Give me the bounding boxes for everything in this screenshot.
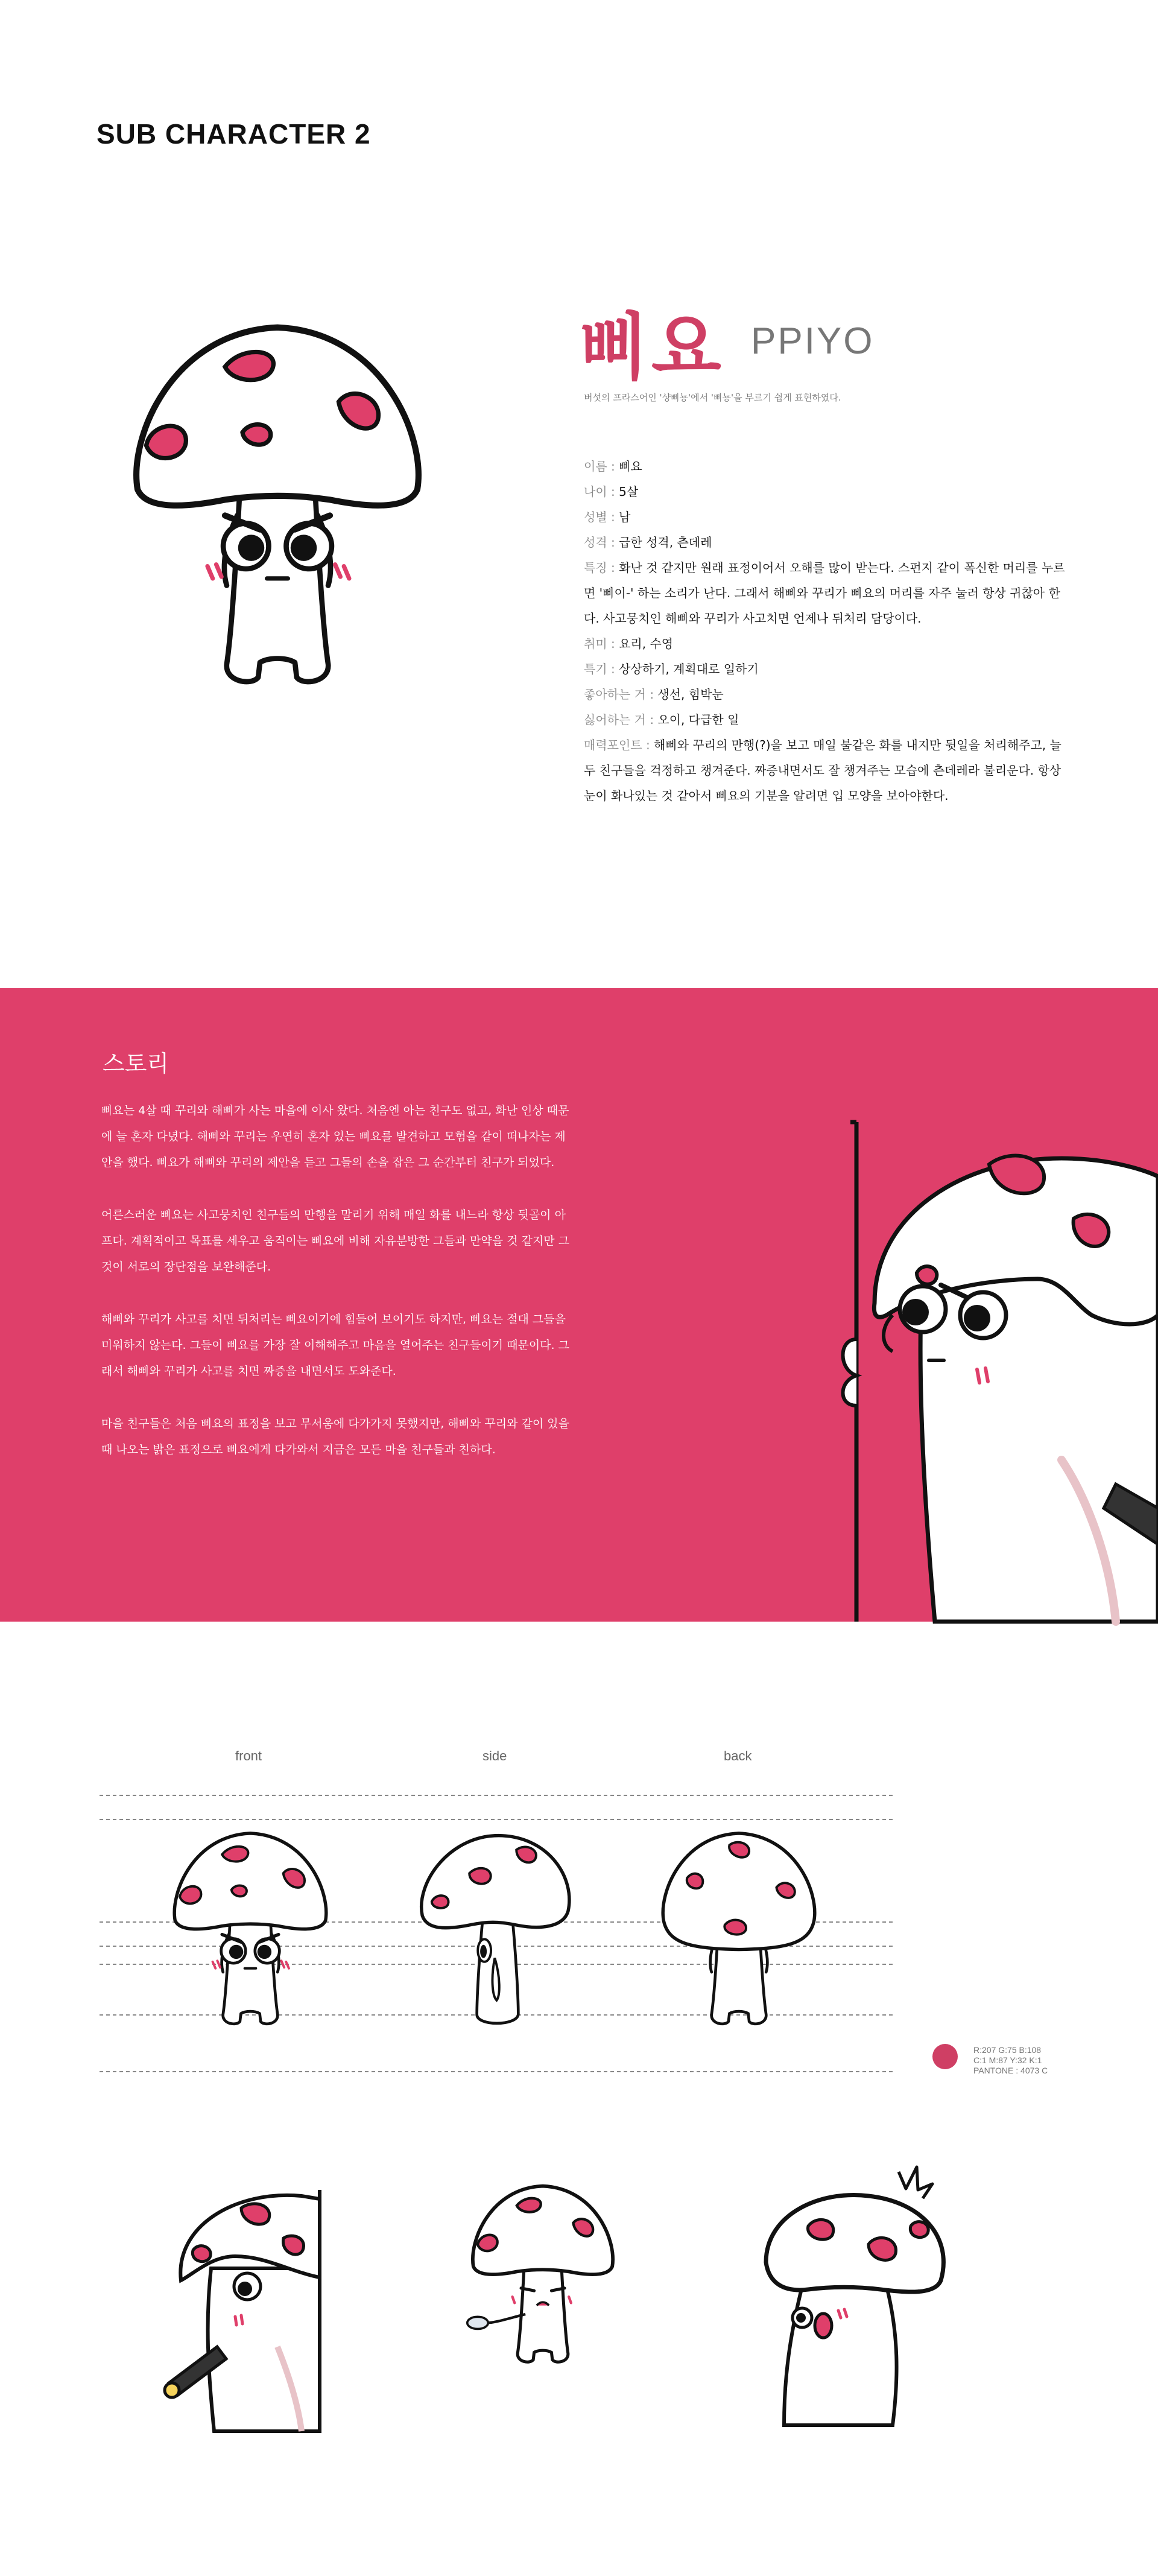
profile-row bbox=[584, 732, 1066, 808]
profile-label: 좋아하는 거 : bbox=[584, 687, 658, 702]
profile-row bbox=[584, 707, 1066, 732]
view-label-front: front bbox=[235, 1748, 262, 1763]
profile-row bbox=[584, 530, 1066, 555]
character-name-korean: 삐요 bbox=[579, 306, 724, 390]
story-paragraph: 해삐와 꾸리가 사고를 치면 뒤처리는 삐요이기에 힘들어 보이기도 하지만, 삐요는 절대 그들을 미워하지 않는다. 그들이 삐요를 가장 잘 이해해주고 마음을 열어주는 친구들이기 때문이다. 그래서 해삐와 꾸리가 사고를 치면 짜증을 내면서도 도와준다. bbox=[101, 1313, 569, 1378]
profile-value: 급한 성격, 츤데레 bbox=[619, 535, 712, 550]
profile-row bbox=[584, 656, 1066, 682]
profile-row bbox=[584, 555, 1066, 631]
story-paragraph: 삐요는 4살 때 꾸리와 해삐가 사는 마을에 이사 왔다. 처음엔 아는 친구도 없고, 화난 인상 때문에 늘 혼자 다녔다. 해삐와 꾸리는 우연히 혼자 있는 삐요를 발견하고 모험을 같이 떠나자는 제안을 했다. 삐요가 해삐와 꾸리의 제안을 듣고 그들의 손을 잡은 그 순간부터 친구가 되었다. bbox=[101, 1104, 569, 1169]
character-name-english: PPIYO bbox=[751, 320, 875, 362]
story-title: 스토리 bbox=[103, 1050, 169, 1077]
color-cmyk: C:1 M:87 Y:32 K:1 bbox=[973, 2055, 1042, 2065]
name-origin-note: 버섯의 프라스어인 '샹삐뇽'에서 '삐뇽'을 부르기 쉽게 표현하였다. bbox=[584, 392, 841, 403]
story-paragraph: 마을 친구들은 처음 삐요의 표정을 보고 무서움에 다가가지 못했지만, 해삐와 꾸리와 같이 있을 때 나오는 밝은 표정으로 삐요에게 다가와서 지금은 모든 마을 친구들과 친하다. bbox=[101, 1417, 569, 1456]
turnaround-front bbox=[151, 1816, 350, 2081]
profile-value: 5살 bbox=[619, 484, 639, 499]
story-paragraph: 어른스러운 삐요는 사고뭉치인 친구들의 만행을 말리기 위해 매일 화를 내느라 항상 뒷골이 아프다. 계획적이고 목표를 세우고 움직이는 삐요에 비해 자유분방한 그들과 만약을 것 같지만 그것이 서로의 장단점을 보완해준다. bbox=[101, 1208, 569, 1274]
profile-value: 생선, 힘박눈 bbox=[657, 687, 724, 702]
profile-value: 해삐와 꾸리의 만행(?)을 보고 매일 불같은 화를 내지만 뒷일을 처리해주고, 늘 두 친구들을 걱정하고 챙겨준다. 짜증내면서도 잘 챙겨주는 모습에 츤데레라 불리운다. 항상 눈이 화나있는 것 같아서 삐요의 기분을 알려면 입 모양을 보아야한다. bbox=[584, 738, 1062, 803]
profile-row bbox=[584, 504, 1066, 530]
profile-label: 특징 : bbox=[584, 560, 619, 575]
profile-label: 특기 : bbox=[584, 662, 619, 676]
section-title: SUB CHARACTER 2 bbox=[96, 118, 371, 150]
profile-value: 오이, 다급한 일 bbox=[657, 712, 739, 727]
brand-color-values bbox=[973, 2045, 1048, 2076]
brand-color-swatch bbox=[932, 2044, 958, 2069]
profile-row bbox=[584, 479, 1066, 504]
profile-label: 매력포인트 : bbox=[584, 738, 654, 752]
story-body bbox=[101, 1098, 572, 1489]
color-rgb: R:207 G:75 B:108 bbox=[973, 2045, 1042, 2055]
pose-surprised-illustration bbox=[748, 2160, 965, 2425]
profile-value: 상상하기, 계획대로 일하기 bbox=[619, 662, 759, 676]
profile-value: 요리, 수영 bbox=[619, 636, 674, 651]
profile-value: 화난 것 같지만 원래 표정이어서 오해를 많이 받는다. 스펀지 같이 폭신한 머리를 누르면 '삐이-' 하는 소리가 난다. 그래서 해삐와 꾸리가 삐요의 머리를 자주 눌러 항상 귀찮아 한다. 사고뭉치인 해삐와 꾸리가 사고치면 언제나 뒤처리 담당이다. bbox=[584, 560, 1065, 626]
view-label-back: back bbox=[724, 1748, 752, 1763]
profile-value: 삐요 bbox=[619, 459, 642, 474]
main-character-illustration bbox=[96, 326, 458, 857]
peeking-character-illustration bbox=[832, 1122, 1158, 1622]
profile-label: 성별 : bbox=[584, 510, 619, 524]
profile-label: 취미 : bbox=[584, 636, 619, 651]
color-pantone: PANTONE : 4073 C bbox=[973, 2066, 1048, 2075]
view-label-side: side bbox=[482, 1748, 507, 1763]
profile-row bbox=[584, 454, 1066, 479]
profile-label: 성격 : bbox=[584, 535, 619, 550]
profile-label: 싫어하는 거 : bbox=[584, 712, 658, 727]
profile-row bbox=[584, 631, 1066, 656]
profile-label: 이름 : bbox=[584, 459, 619, 474]
profile-label: 나이 : bbox=[584, 484, 619, 499]
turnaround-back bbox=[639, 1816, 838, 2081]
turnaround-side bbox=[398, 1816, 597, 2081]
profile-list bbox=[584, 454, 1066, 808]
profile-row bbox=[584, 682, 1066, 707]
profile-value: 남 bbox=[619, 510, 631, 524]
pose-spoon-illustration bbox=[446, 2172, 639, 2413]
pose-flashlight-illustration bbox=[157, 2166, 344, 2431]
